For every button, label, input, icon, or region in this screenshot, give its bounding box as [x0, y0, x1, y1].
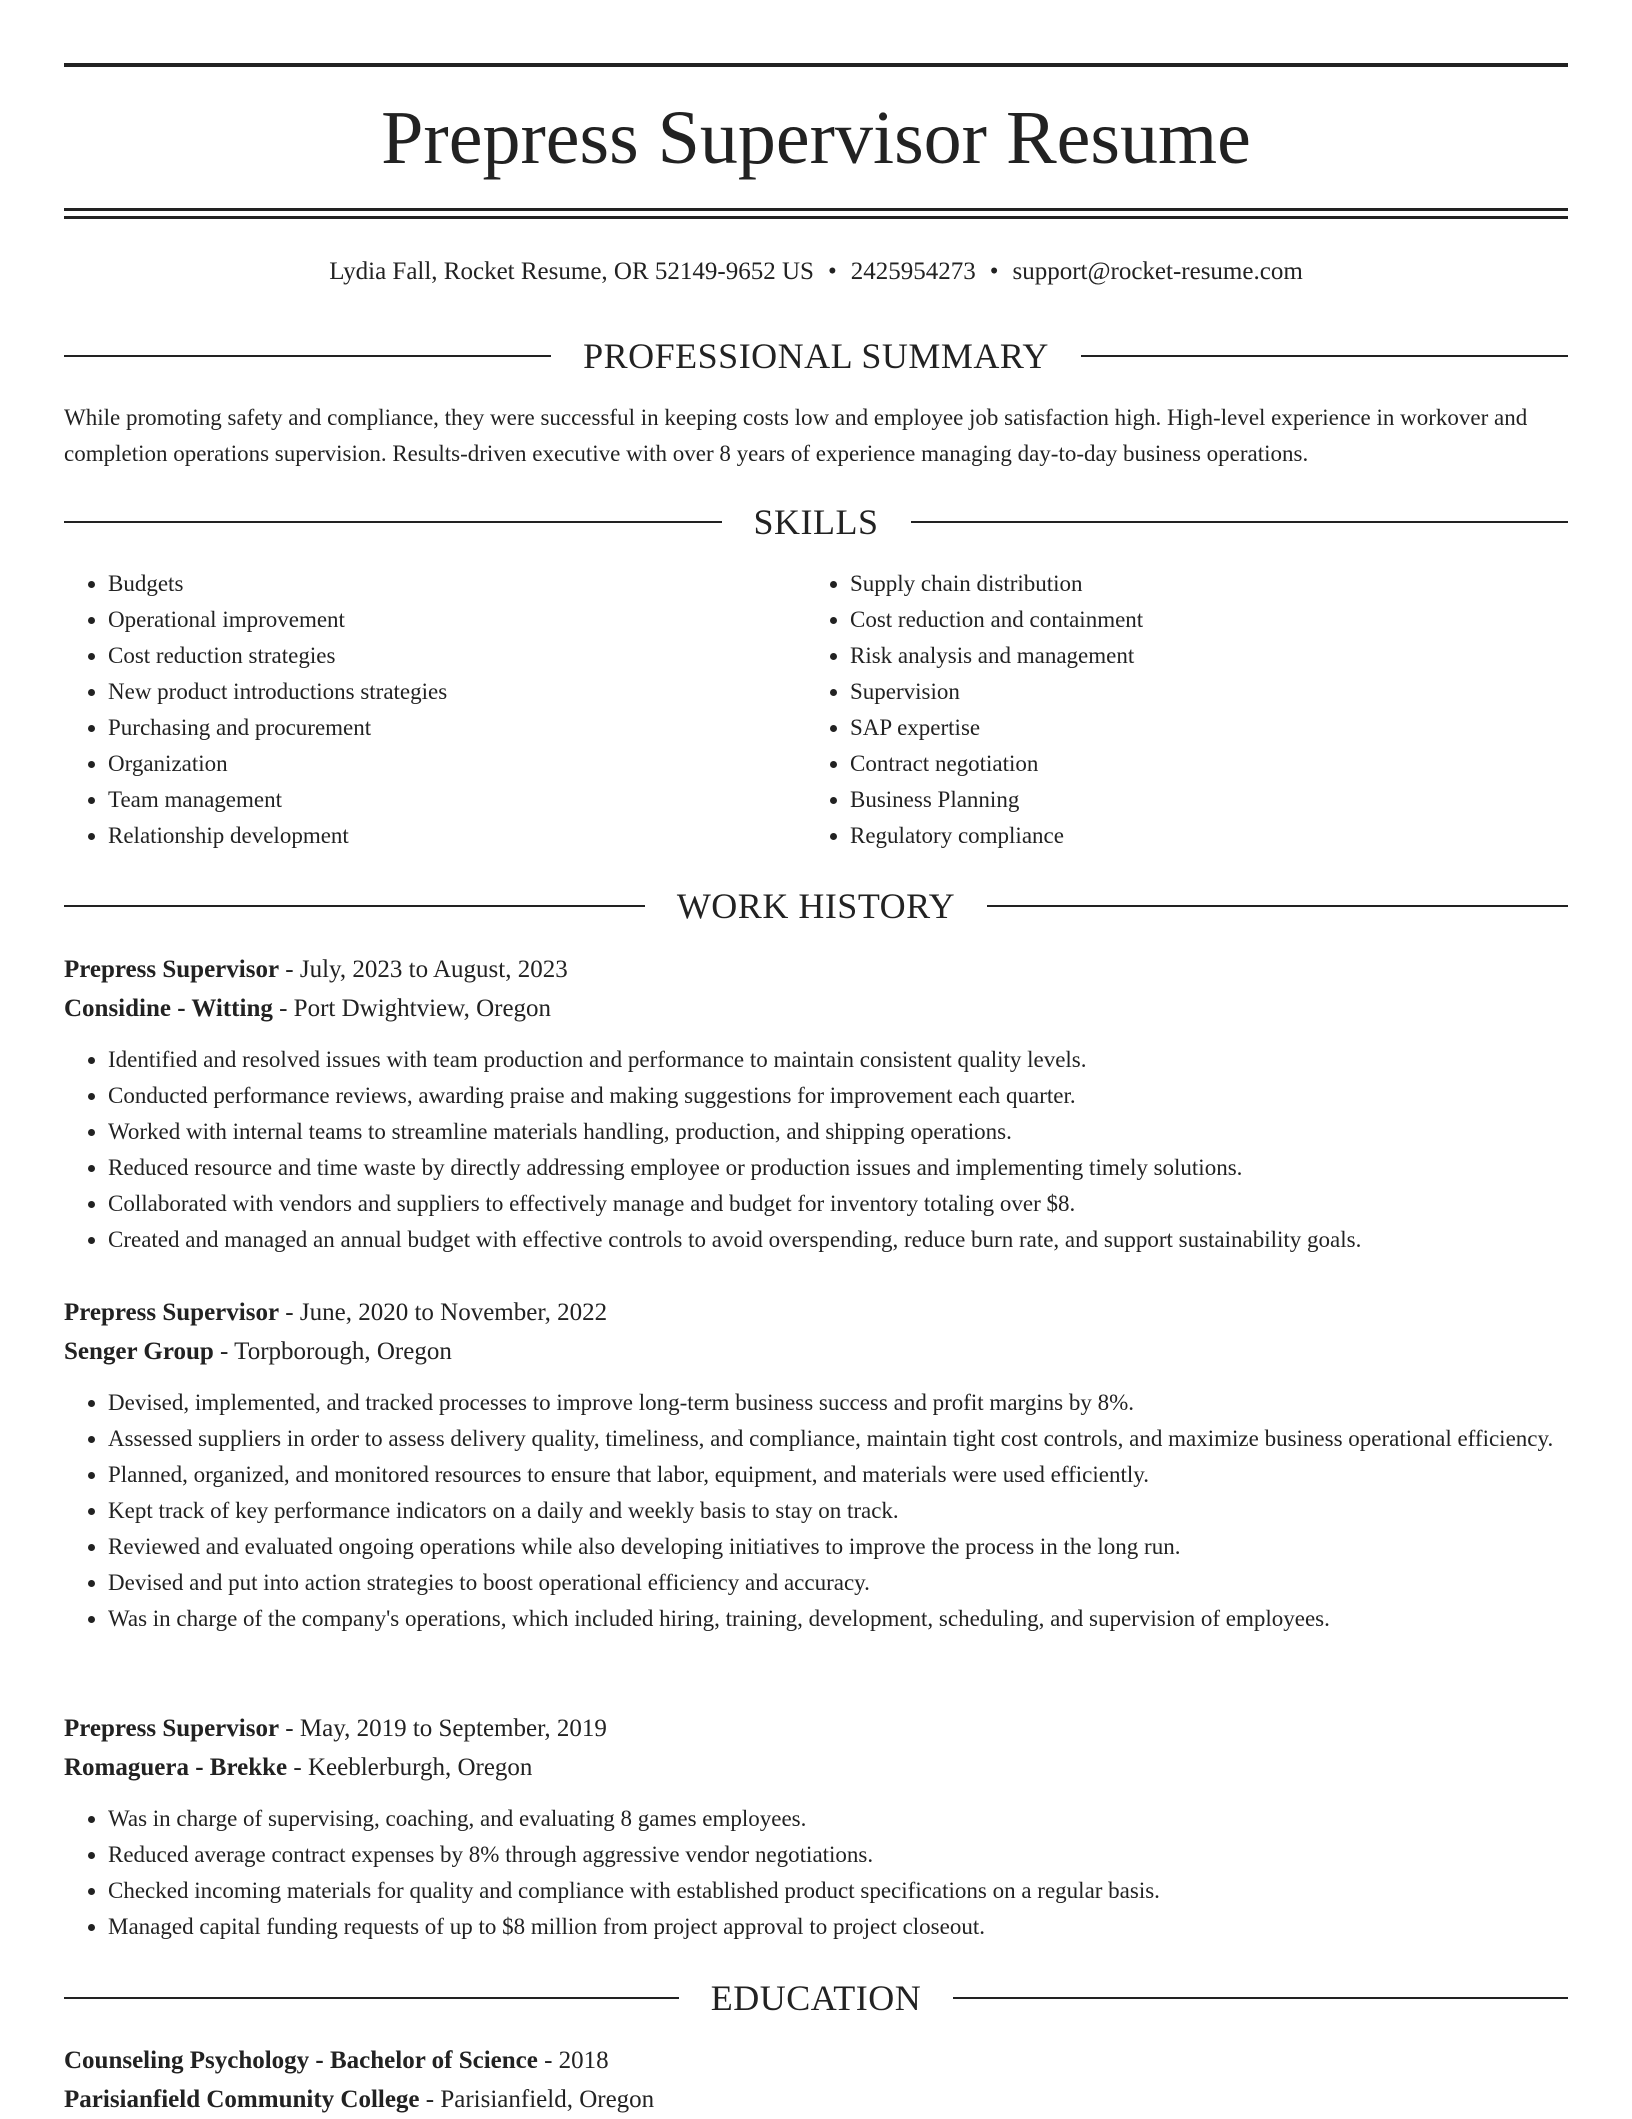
job-bullet: • Worked with internal teams to streamline materials handling, production, and shipping operations.: [108, 1114, 1568, 1150]
section-heading-label: PROFESSIONAL SUMMARY: [583, 336, 1049, 376]
education-degree: Counseling Psychology - Bachelor of Science: [64, 2047, 538, 2074]
job-dates: - July, 2023 to August, 2023: [279, 956, 568, 983]
education-location: - Parisianfield, Oregon: [419, 2086, 655, 2113]
job-title: Prepress Supervisor: [64, 1715, 280, 1742]
skill-item: • SAP expertise: [850, 710, 1504, 746]
heading-rule: [987, 905, 1568, 907]
job-bullets: [64, 1042, 1568, 1258]
title-rule-lower: [64, 216, 1568, 219]
section-heading-summary: [64, 333, 1568, 379]
job-bullet: • Managed capital funding requests of up to $8 million from project approval to project closeout.: [108, 1909, 1568, 1945]
title-rule-upper: [64, 208, 1568, 211]
section-heading-label: SKILLS: [753, 502, 879, 542]
skills-column-right: [806, 566, 1504, 854]
skill-item: • Organization: [108, 746, 762, 782]
job-dates: - June, 2020 to November, 2022: [279, 1299, 608, 1326]
skill-item: • Supply chain distribution: [850, 566, 1504, 602]
skill-item: • Budgets: [108, 566, 762, 602]
job-bullet: • Planned, organized, and monitored resources to ensure that labor, equipment, and materials were used efficiently.: [108, 1457, 1568, 1493]
contact-email: support@rocket-resume.com: [1012, 258, 1303, 285]
job-company: Romaguera - Brekke: [64, 1754, 288, 1781]
heading-rule: [64, 355, 551, 357]
job-company: Considine - Witting: [64, 995, 273, 1022]
skill-item: • Supervision: [850, 674, 1504, 710]
education-school-line: [64, 2080, 1568, 2119]
job-title-line: [64, 950, 1568, 989]
skill-item: • Relationship development: [108, 818, 762, 854]
skill-item: • Contract negotiation: [850, 746, 1504, 782]
job-bullet: • Kept track of key performance indicators on a daily and weekly basis to stay on track.: [108, 1493, 1568, 1529]
contact-separator: •: [989, 258, 999, 285]
education-school: Parisianfield Community College: [64, 2086, 420, 2113]
job-location: - Keeblerburgh, Oregon: [287, 1754, 533, 1781]
skill-item: • New product introductions strategies: [108, 674, 762, 710]
job-dates: - May, 2019 to September, 2019: [279, 1715, 607, 1742]
job-title: Prepress Supervisor: [64, 956, 280, 983]
page-title: Prepress Supervisor Resume: [381, 96, 1251, 180]
skill-item: • Cost reduction and containment: [850, 602, 1504, 638]
job-bullet: • Created and managed an annual budget with effective controls to avoid overspending, reduce burn rate, and support sustainability goals.: [108, 1222, 1568, 1258]
job-title: Prepress Supervisor: [64, 1299, 280, 1326]
skill-item: • Cost reduction strategies: [108, 638, 762, 674]
job-title-line: [64, 1293, 1568, 1332]
heading-rule: [953, 1997, 1568, 1999]
job-company-line: [64, 989, 1568, 1028]
job-bullet: • Checked incoming materials for quality and compliance with established product specifications on a regular basis.: [108, 1873, 1568, 1909]
skill-item: • Operational improvement: [108, 602, 762, 638]
job-bullet: • Reduced resource and time waste by directly addressing employee or production issues and implementing timely solutions.: [108, 1150, 1568, 1186]
skill-item: • Team management: [108, 782, 762, 818]
job-bullet: • Reviewed and evaluated ongoing operations while also developing initiatives to improve the process in the long run.: [108, 1529, 1568, 1565]
job-entry: [64, 1709, 1568, 1945]
heading-rule: [1081, 355, 1568, 357]
job-bullets: [64, 1385, 1568, 1637]
top-rule: [64, 63, 1568, 67]
section-heading-education: [64, 1975, 1568, 2021]
job-bullets: [64, 1801, 1568, 1945]
heading-rule: [911, 521, 1569, 523]
skills-list: [64, 566, 1568, 854]
job-bullet: • Assessed suppliers in order to assess delivery quality, timeliness, and compliance, maintain tight cost controls, and maximize business operational efficiency.: [108, 1421, 1568, 1457]
section-heading-label: EDUCATION: [710, 1978, 922, 2018]
skill-item: • Risk analysis and management: [850, 638, 1504, 674]
job-bullet: • Identified and resolved issues with team production and performance to maintain consistent quality levels.: [108, 1042, 1568, 1078]
job-title-line: [64, 1709, 1568, 1748]
job-company: Senger Group: [64, 1338, 214, 1365]
job-bullet: • Was in charge of supervising, coaching, and evaluating 8 games employees.: [108, 1801, 1568, 1837]
summary-text: While promoting safety and compliance, they were successful in keeping costs low and employee job satisfaction high. High-level experience in workover and completion operations supervision. Results-driven executive with over 8 years of experience managing day-to-day business operations.: [64, 405, 1528, 466]
job-location: - Port Dwightview, Oregon: [272, 995, 552, 1022]
contact-separator: •: [827, 258, 837, 285]
skills-column-left: [64, 566, 762, 854]
education-entry: [64, 2041, 1568, 2119]
skill-item: • Business Planning: [850, 782, 1504, 818]
section-heading-label: WORK HISTORY: [676, 886, 956, 926]
job-company-line: [64, 1332, 1568, 1371]
skill-item: • Purchasing and procurement: [108, 710, 762, 746]
job-location: - Torpborough, Oregon: [213, 1338, 452, 1365]
job-bullet: • Collaborated with vendors and suppliers to effectively manage and budget for inventory totaling over $8.: [108, 1186, 1568, 1222]
contact-phone: 2425954273: [850, 258, 976, 285]
education-year: - 2018: [537, 2047, 609, 2074]
job-bullet: • Was in charge of the company's operations, which included hiring, training, development, scheduling, and supervision of employees.: [108, 1601, 1568, 1637]
job-company-line: [64, 1748, 1568, 1787]
job-bullet: • Reduced average contract expenses by 8% through aggressive vendor negotiations.: [108, 1837, 1568, 1873]
section-heading-work: [64, 883, 1568, 929]
heading-rule: [64, 521, 722, 523]
job-bullet: • Devised and put into action strategies to boost operational efficiency and accuracy.: [108, 1565, 1568, 1601]
heading-rule: [64, 1997, 679, 1999]
job-entry: [64, 950, 1568, 1258]
education-degree-line: [64, 2041, 1568, 2080]
section-heading-skills: [64, 499, 1568, 545]
heading-rule: [64, 905, 645, 907]
skill-item: • Regulatory compliance: [850, 818, 1504, 854]
contact-line: [64, 252, 1568, 292]
job-entry: [64, 1293, 1568, 1637]
job-bullet: • Devised, implemented, and tracked processes to improve long-term business success and profit margins by 8%.: [108, 1385, 1568, 1421]
contact-address: Lydia Fall, Rocket Resume, OR 52149-9652 US: [329, 258, 814, 285]
job-bullet: • Conducted performance reviews, awarding praise and making suggestions for improvement each quarter.: [108, 1078, 1568, 1114]
